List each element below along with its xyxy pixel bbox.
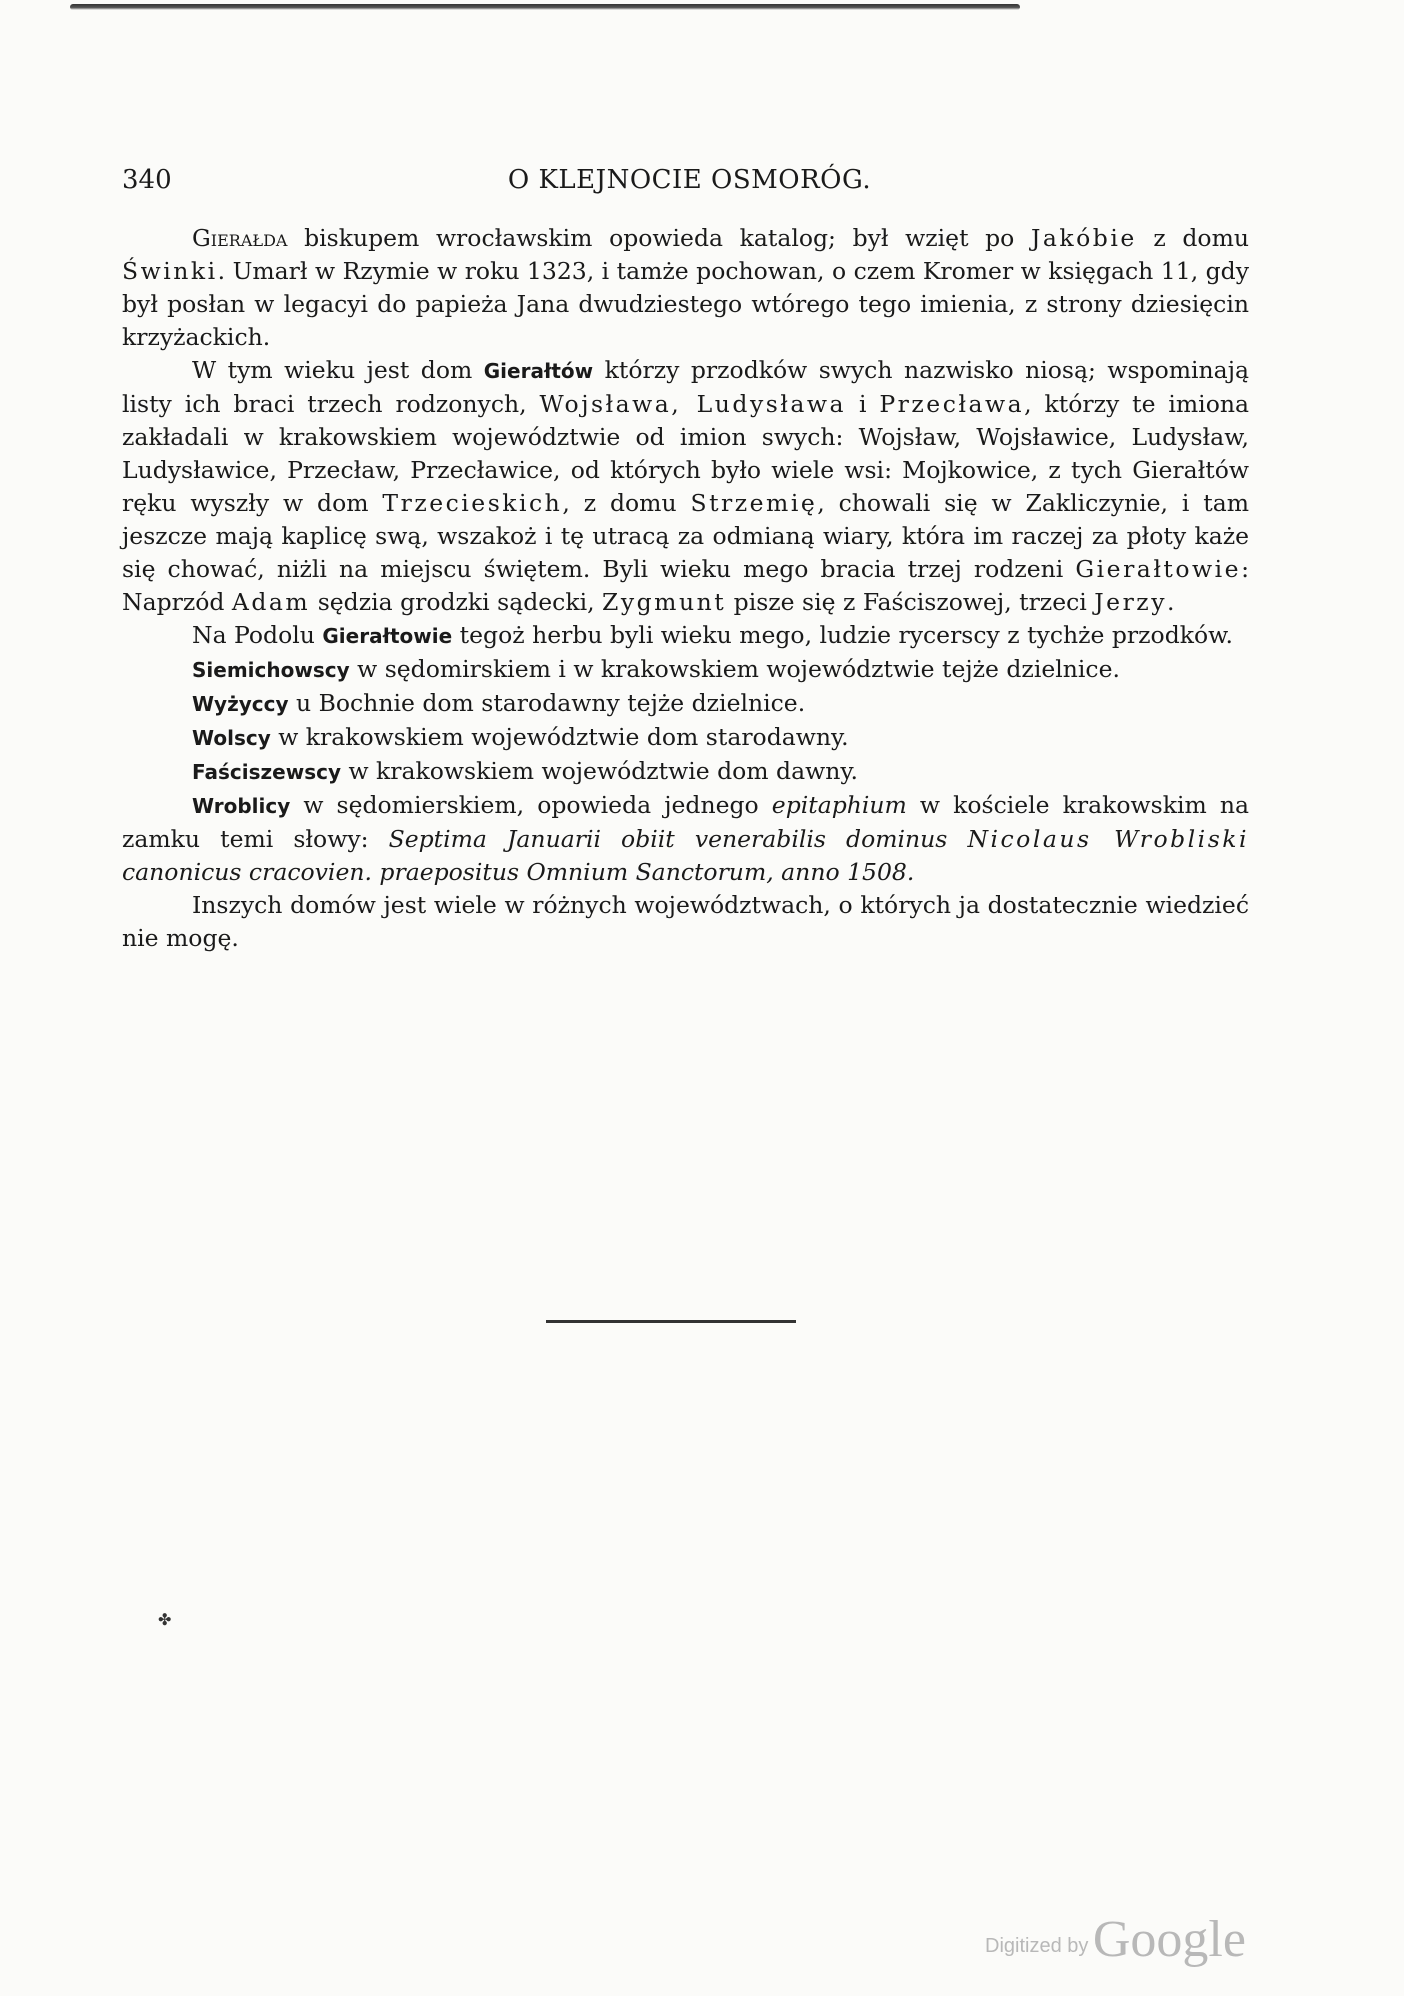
- paragraph-closing: [122, 889, 1249, 955]
- text-run: : Naprzód: [122, 555, 1249, 616]
- text-run: w kościele krakowskim na zamku temi słowy:: [122, 791, 1249, 853]
- paragraph-fasciszewscy: [122, 755, 1249, 789]
- page-number: 340: [122, 165, 172, 195]
- text-run: Na Podolu: [192, 621, 323, 649]
- digitized-by-watermark: [985, 1910, 1246, 1969]
- paragraph-siemichowscy: [122, 653, 1249, 687]
- name-adam: Adam: [231, 588, 311, 616]
- latin-inscription: Septima Januarii obiit venerabilis dominus: [388, 825, 968, 853]
- paragraph-podole: [122, 619, 1249, 653]
- name-wroblicy: Wroblicy: [192, 794, 291, 818]
- text-run: w sędomierskiem, opowieda jednego: [290, 791, 772, 819]
- text-run: z domu: [1136, 224, 1249, 252]
- page-header: [122, 165, 1257, 199]
- paragraph-wyzyccy: [122, 687, 1249, 721]
- text-run: .: [1166, 588, 1175, 616]
- name-przeclawa: Przecława: [879, 390, 1025, 418]
- text-run: biskupem wrocławskim opowieda katalog; był wzięt po: [287, 224, 1031, 252]
- name-wyzyccy: Wyżyccy: [192, 692, 289, 716]
- name-jerzy: Jerzy: [1094, 588, 1167, 616]
- watermark-brand: Google: [1092, 1911, 1246, 1968]
- top-scan-rule: [70, 4, 1020, 10]
- end-rule: [546, 1320, 796, 1323]
- text-run: tegoż herbu byli wieku mego, ludzie rycerscy z tychże przodków.: [452, 621, 1233, 649]
- name-gieraltow: Gierałtów: [483, 359, 594, 383]
- name-fasciszewscy: Faściszewscy: [192, 760, 341, 784]
- name-gieraltowie-podole: Gierałtowie: [322, 624, 453, 648]
- name-wojslawa-ludyslawa: Wojsława, Ludysława: [539, 390, 847, 418]
- running-title: O KLEJNOCIE OSMORÓG.: [507, 165, 872, 195]
- name-wolscy: Wolscy: [192, 726, 271, 750]
- name-trzecieskich: Trzecieskich: [382, 489, 563, 517]
- paragraph-gieralda: [122, 222, 1249, 354]
- watermark-prefix: Digitized by: [985, 1935, 1089, 1957]
- name-jakobie: Jakóbie: [1030, 224, 1137, 252]
- latin-inscription-end: canonicus cracovien. praepositus Omnium Sanctorum, anno 1508.: [122, 858, 915, 886]
- name-siemichowscy: Siemichowscy: [192, 658, 350, 682]
- text-run: i: [846, 390, 880, 418]
- paragraph-wroblicy: [122, 789, 1249, 889]
- text-run: u Bochnie dom starodawny tejże dzielnice.: [288, 689, 806, 717]
- text-run: w krakowskiem województwie dom starodawny.: [270, 723, 849, 751]
- text-run: którzy przodków swych nazwisko niosą; wspominają listy ich braci trzech rodzonych,: [122, 356, 1249, 418]
- text-run: , z domu: [562, 489, 691, 517]
- name-nicolaus-wrobliski: Nicolaus Wrobliski: [967, 825, 1250, 853]
- paragraph-wolscy: [122, 721, 1249, 755]
- paragraph-gieraltowie: [122, 354, 1249, 619]
- text-run: sędzia grodzki sądecki,: [310, 588, 603, 616]
- text-run: pisze się z Faściszowej, trzeci: [726, 588, 1095, 616]
- word-epitaphium: epitaphium: [771, 791, 907, 819]
- name-gieralda: Gierałda: [192, 224, 288, 252]
- text-run: , którzy te imiona zakładali w krakowskiem województwie od imion swych: Wojsław, Wojsławice, Ludysław, Ludysławice, Przecław, Przecławice, od których było wiele wsi: Mojkowice, z tych Gierałtów ręku wyszły w dom: [122, 390, 1249, 517]
- name-gieraltowie: Gierałtowie: [1075, 555, 1242, 583]
- name-swinki: Świnki: [122, 257, 218, 285]
- text-run: W tym wieku jest dom: [192, 356, 484, 384]
- ornament-mark: ✤: [158, 1610, 172, 1629]
- page-body: [122, 222, 1249, 955]
- name-strzemie: Strzemię: [690, 489, 818, 517]
- text-run: Inszych domów jest wiele w różnych województwach, o których ja dostatecznie wiedzieć nie mogę.: [122, 891, 1249, 952]
- name-zygmunt: Zygmunt: [602, 588, 727, 616]
- text-run: . Umarł w Rzymie w roku 1323, i tamże pochowan, o czem Kromer w księgach 11, gdy był posłan w legacyi do papieża Jana dwudziestego wtórego tego imienia, z strony dziesięcin krzyżackich.: [122, 257, 1249, 351]
- text-run: , chowali się w Zakliczynie, i tam jeszcze mają kaplicę swą, wszakoż i tę utracą za odmianą wiary, która im raczej za płoty każe się chować, niżli na miejscu świętem. Byli wieku mego bracia trzej rodzeni: [122, 489, 1250, 583]
- text-run: w sędomirskiem i w krakowskiem województwie tejże dzielnice.: [349, 655, 1120, 683]
- text-run: w krakowskiem województwie dom dawny.: [340, 757, 858, 785]
